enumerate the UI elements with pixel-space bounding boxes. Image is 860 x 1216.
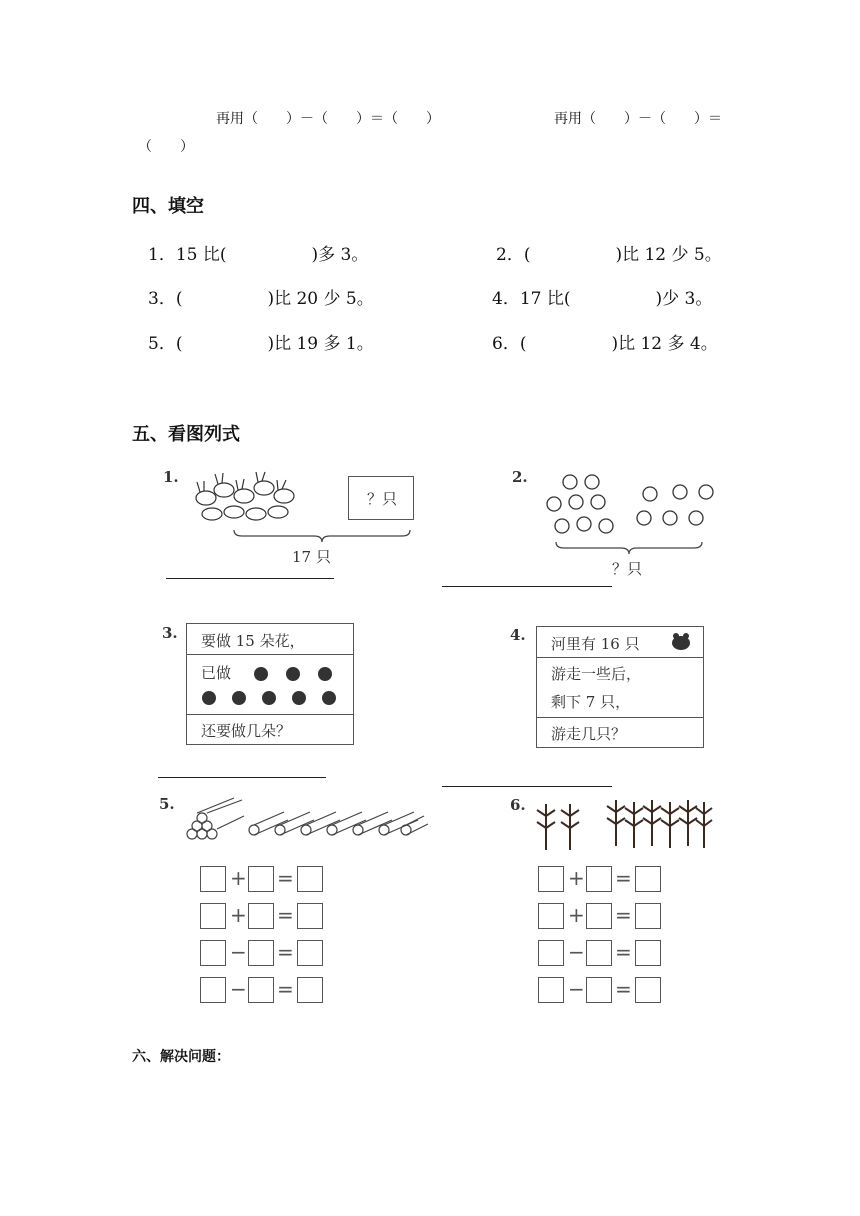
fill-item-6: 6．( )比 12 多 4。 [492,334,718,354]
fig3-answer-line[interactable] [158,777,326,778]
fig5-box-4c[interactable] [297,977,323,1003]
fig6-box-3c[interactable] [635,940,661,966]
fig6-number: 6. [510,796,526,814]
fig5-box-4b[interactable] [248,977,274,1003]
fig6-eq-4: = [615,977,632,1001]
fig6-op-2: + [568,903,585,927]
fig6-eq-1: = [615,866,632,890]
frog-icon [669,631,693,653]
section5-title: 五、看图列式 [132,424,240,445]
log-icon [184,796,430,842]
fill-item-4: 4．17 比( )少 3。 [492,289,713,309]
fig1-total: 17 只 [292,548,331,566]
fig4-row2b: 剩下 7 只， [551,693,631,711]
fig4-table [536,626,704,748]
rabbit-group-icon [192,468,302,526]
fig4-divider-2 [537,717,703,718]
fig6-op-4: − [568,977,585,1001]
fig5-box-1a[interactable] [200,866,226,892]
fig6-op-1: + [568,866,585,890]
fig4-row1: 河里有 16 只 [551,635,640,653]
section6-title: 六、解决问题： [132,1049,230,1065]
fig5-op-1: + [230,866,247,890]
top-wrap-blank: （ ） [138,139,194,155]
fig5-box-2c[interactable] [297,903,323,929]
section4-title: 四、填空 [132,196,204,217]
fig2-answer-line[interactable] [442,586,612,587]
fig3-divider-1 [187,654,353,655]
fill-item-1: 1．15 比( )多 3。 [148,245,369,265]
fig1-box-label: ？只 [367,490,398,508]
fig5-box-2b[interactable] [248,903,274,929]
fig5-box-3a[interactable] [200,940,226,966]
flower-icon [199,660,349,710]
fig1-brace [232,528,412,544]
fig5-op-4: − [230,977,247,1001]
fig3-row2: 已做 [201,664,232,682]
fig5-eq-3: = [277,940,294,964]
fill-item-3: 3．( )比 20 少 5。 [148,289,374,309]
fig5-box-1c[interactable] [297,866,323,892]
fig6-box-2c[interactable] [635,903,661,929]
fig1-number: 1. [163,468,179,486]
fig2-brace [554,540,704,556]
fig5-eq-1: = [277,866,294,890]
fig1-unknown-box [348,476,414,520]
fig5-box-3b[interactable] [248,940,274,966]
fig6-box-2b[interactable] [586,903,612,929]
fig6-box-3b[interactable] [586,940,612,966]
fig5-box-3c[interactable] [297,940,323,966]
fig6-box-4c[interactable] [635,977,661,1003]
fill-item-2: 2．( )比 12 少 5。 [496,245,722,265]
fig4-row2a: 游走一些后， [551,665,642,683]
fig6-box-4a[interactable] [538,977,564,1003]
fig3-row1: 要做 15 朵花， [201,632,305,650]
fig3-number: 3. [162,624,178,642]
fig5-eq-2: = [277,903,294,927]
fig6-op-3: − [568,940,585,964]
fig6-eq-2: = [615,903,632,927]
fig6-box-1b[interactable] [586,866,612,892]
chick-icon [540,470,720,540]
fig6-box-1c[interactable] [635,866,661,892]
fig5-eq-4: = [277,977,294,1001]
fig2-number: 2. [512,468,528,486]
fig6-eq-3: = [615,940,632,964]
top-right-equation: 再用（ ）－（ ）＝ [554,111,722,127]
corn-plant-icon [534,796,714,852]
fig5-box-1b[interactable] [248,866,274,892]
fig4-divider-1 [537,657,703,658]
fig5-box-2a[interactable] [200,903,226,929]
fig5-box-4a[interactable] [200,977,226,1003]
fig3-divider-2 [187,714,353,715]
fig5-number: 5. [159,795,175,813]
fig5-op-2: + [230,903,247,927]
fig6-box-3a[interactable] [538,940,564,966]
fill-item-5: 5．( )比 19 多 1。 [148,334,374,354]
fig1-answer-line[interactable] [166,578,334,579]
fig3-row3: 还要做几朵？ [201,722,292,740]
fig4-number: 4. [510,626,526,644]
top-left-equation: 再用（ ）－（ ）＝（ ） [216,111,440,127]
fig5-op-3: − [230,940,247,964]
fig2-question: ？只 [612,560,643,578]
fig6-box-2a[interactable] [538,903,564,929]
fig4-row3: 游走几只？ [551,725,627,743]
fig6-box-1a[interactable] [538,866,564,892]
fig3-table [186,623,354,745]
fig4-answer-line[interactable] [442,786,612,787]
fig6-box-4b[interactable] [586,977,612,1003]
